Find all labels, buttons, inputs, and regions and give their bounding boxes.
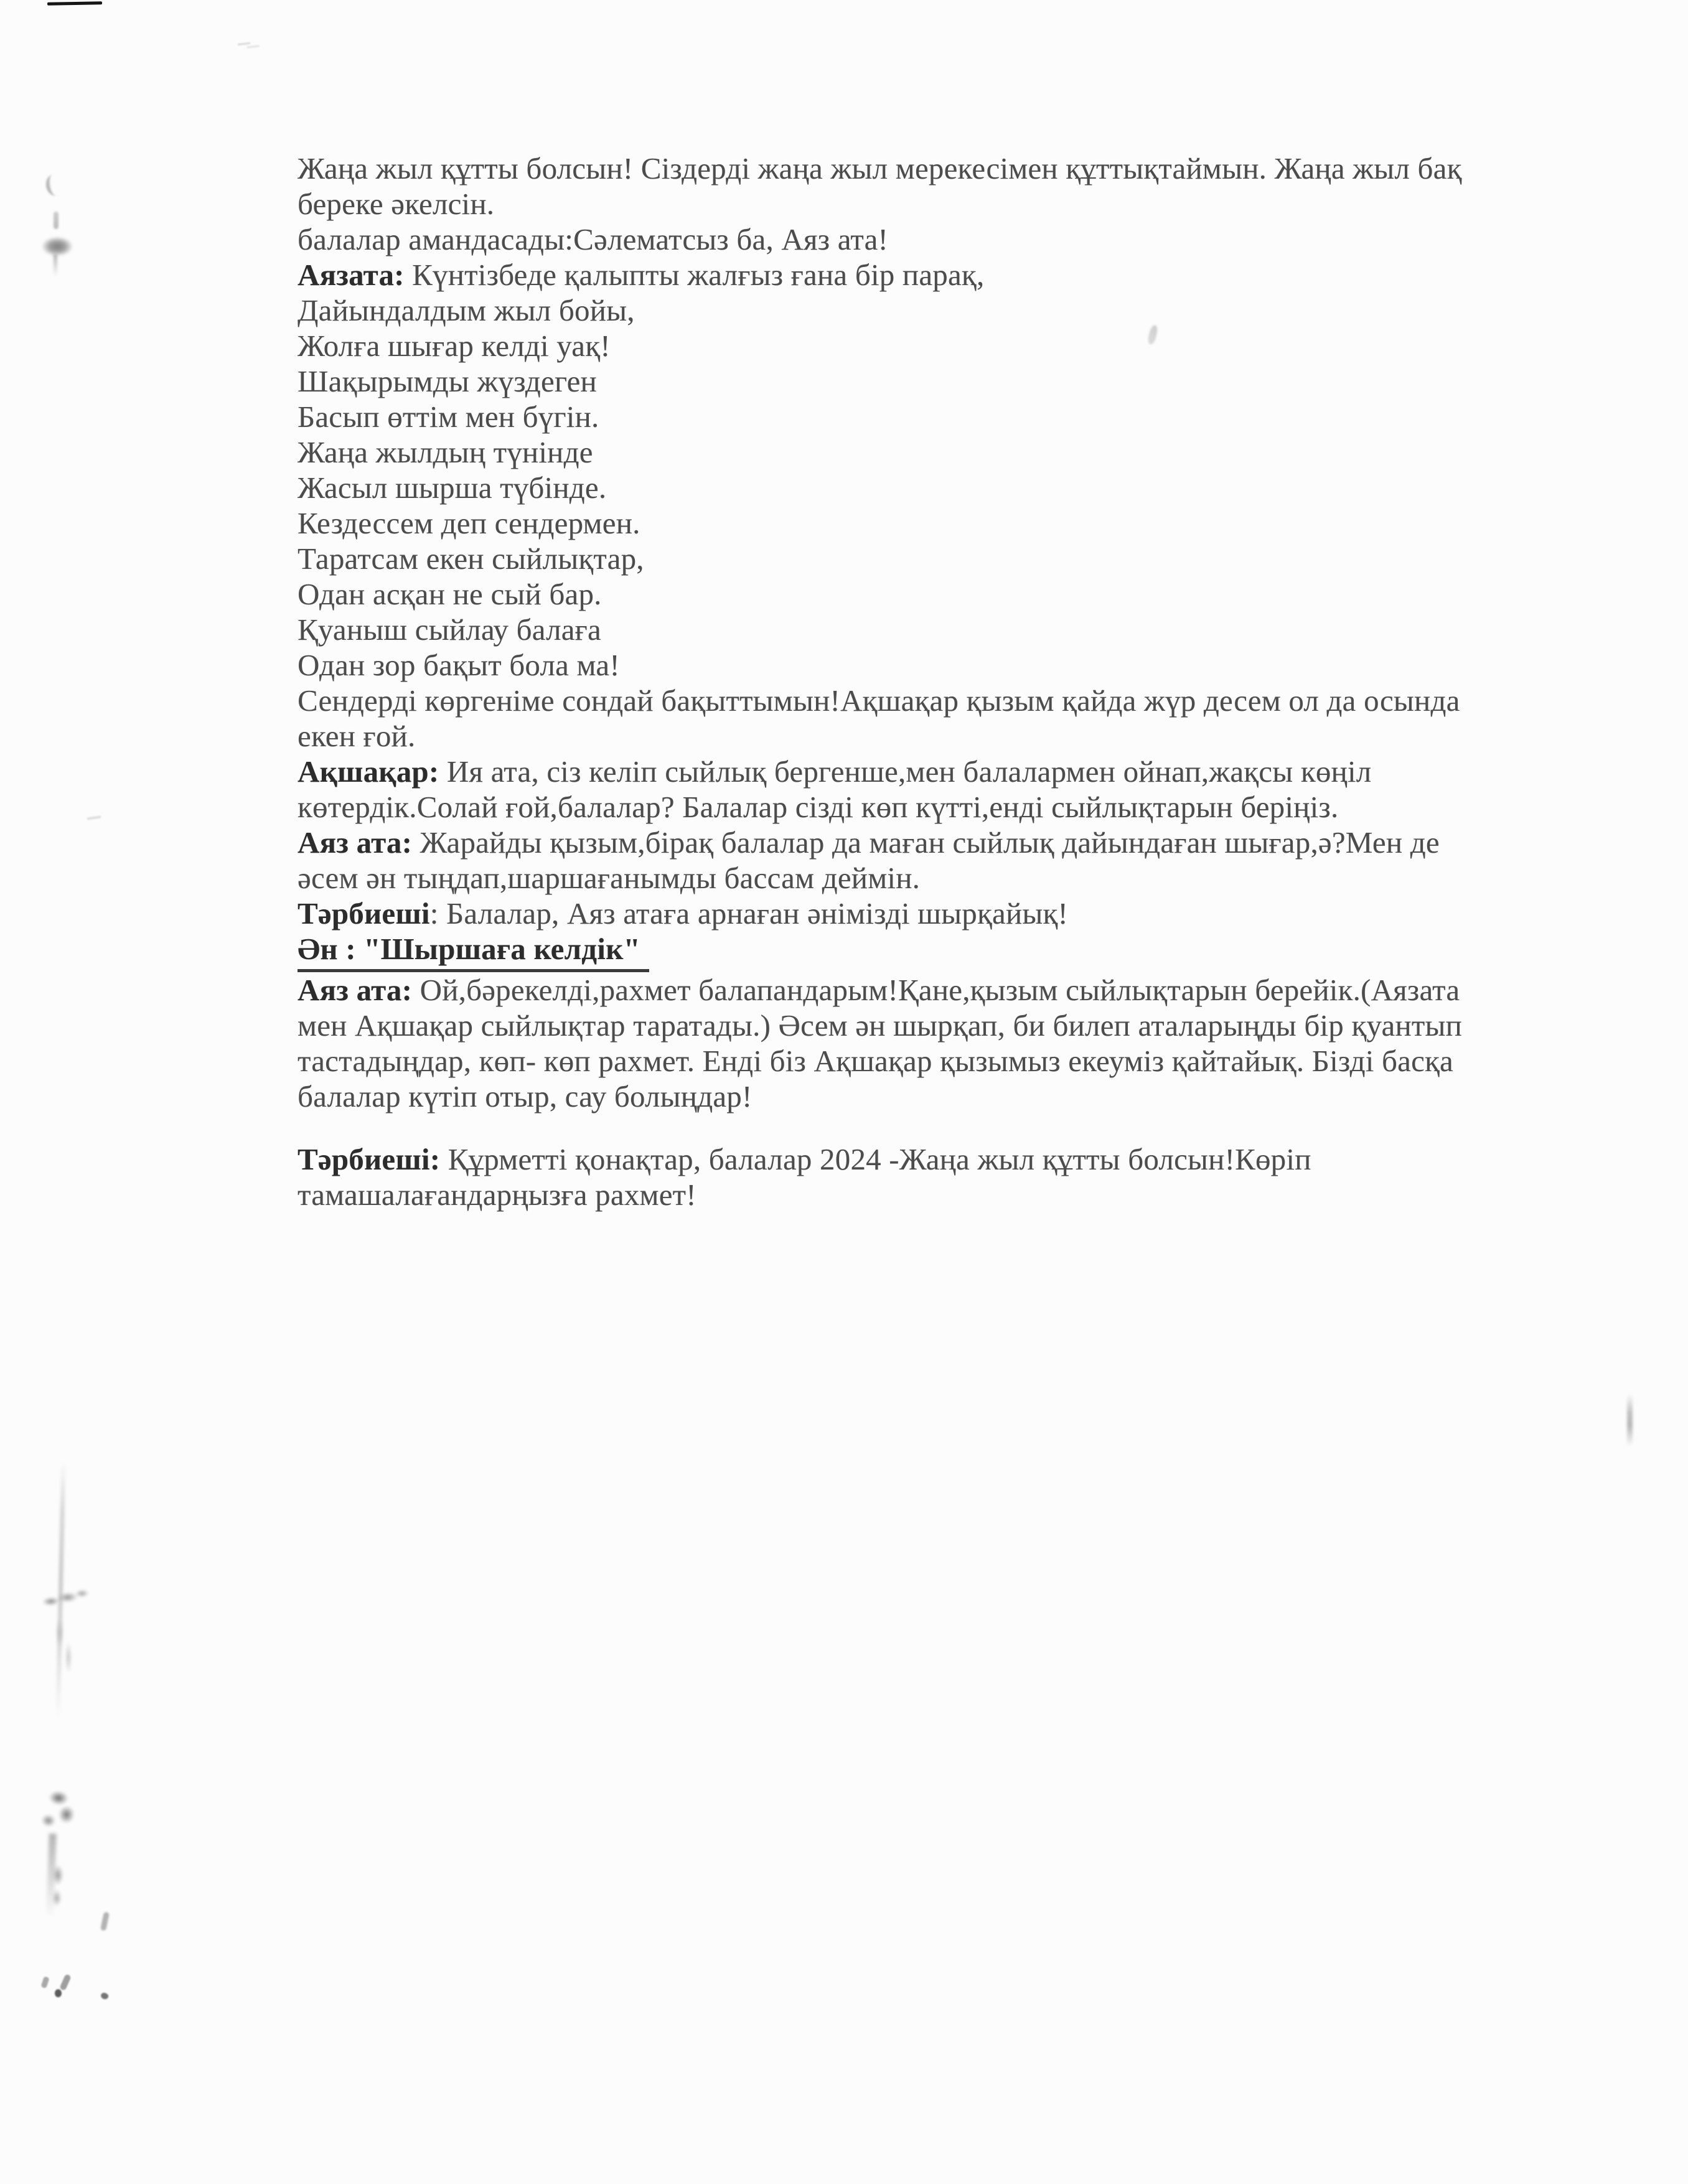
scan-speck-artifact: [40, 1976, 49, 1989]
text-line: [298, 293, 1511, 328]
text-run: тастадыңдар, көп- көп рахмет. Енді біз Ақшақар қызымыз екеуміз қайтайық. Бізді басқа: [298, 1044, 1453, 1078]
scan-streak-artifact: [45, 1834, 57, 1933]
scan-speck-artifact: [59, 1974, 72, 1991]
text-line: [298, 683, 1511, 718]
text-run: Ой,бәрекелді,рахмет балапандарым!Қане,қызым сыйлықтарын берейік.(Аязата: [412, 973, 1460, 1007]
text-line: [298, 1079, 1511, 1114]
text-run: Кездессем деп сендермен.: [298, 506, 640, 540]
text-run: Жаңа жылдың түнінде: [298, 435, 593, 469]
scan-speck-artifact: [100, 1911, 110, 1931]
text-line: [298, 434, 1511, 470]
text-line: [298, 541, 1511, 576]
text-line: [298, 1043, 1511, 1079]
text-line: [298, 860, 1511, 896]
text-run: екен ғой.: [298, 719, 416, 753]
speaker-label: Аяз ата:: [298, 825, 413, 860]
text-line: [298, 612, 1511, 647]
text-run: Жолға шығар келді уақ!: [298, 329, 611, 363]
text-line: [298, 825, 1511, 860]
scan-smudge-artifact: [44, 172, 67, 197]
text-line: [298, 931, 1511, 972]
text-run: тамашалағандарңызға рахмет!: [298, 1178, 696, 1212]
text-line: [298, 576, 1511, 612]
text-run: Одан асқан не сый бар.: [298, 577, 602, 611]
scan-streak-artifact: [1627, 1394, 1633, 1446]
scan-smudge-artifact: [54, 254, 57, 276]
text-run: Ия ата, сіз келіп сыйлық бергенше,мен балалармен ойнап,жақсы көңіл: [439, 754, 1372, 789]
text-line: [298, 718, 1511, 754]
text-line: [298, 1008, 1511, 1043]
text-line: [298, 647, 1511, 683]
scan-smudge-artifact: [54, 212, 59, 229]
text-run: Қуаныш сыйлау балаға: [298, 612, 601, 647]
text-line: [298, 399, 1511, 434]
scan-edge-line-artifact: [47, 1, 102, 6]
text-line: [298, 257, 1511, 293]
scan-smudge-artifact: [40, 1583, 90, 1615]
scan-smudge-artifact: [47, 1860, 68, 1911]
text-line: [298, 328, 1511, 363]
text-run: : Балалар, Аяз атаға арнаған әнімізді шырқайық!: [429, 896, 1069, 930]
text-line: [298, 151, 1511, 186]
text-run: Сендерді көргеніме сондай бақыттымын!Ақшақар қызым қайда жүр десем ол да осында: [298, 683, 1460, 718]
scan-streak-artifact: [56, 1461, 66, 1718]
text-run: Дайындалдым жыл бойы,: [298, 293, 635, 327]
text-line: [298, 363, 1511, 399]
text-run: береке әкелсін.: [298, 187, 495, 221]
text-run: Құрметті қонақтар, балалар 2024 -Жаңа жыл құтты болсын!Көріп: [440, 1142, 1311, 1176]
text-line: [298, 505, 1511, 541]
text-run: Күнтізбеде қалыпты жалғыз ғана бір парақ,: [404, 258, 985, 292]
speaker-label: Аяз ата:: [298, 973, 413, 1007]
text-line: [298, 186, 1511, 222]
text-line: [298, 1141, 1511, 1177]
speaker-label: Ақшақар:: [298, 754, 439, 789]
text-line: [298, 896, 1511, 931]
text-run: Шақырымды жүздеген: [298, 364, 597, 398]
song-title: Ән : "Шыршаға келдік": [298, 931, 649, 972]
text-run: Жаңа жыл құтты болсын! Сіздерді жаңа жыл мерекесімен құттықтаймын. Жаңа жыл бақ: [298, 151, 1462, 185]
text-run: мен Ақшақар сыйлықтар таратады.) Әсем ән шырқап, би билеп аталарыңды бір қуантып: [298, 1008, 1463, 1043]
scan-speck-artifact: [100, 1992, 109, 2001]
text-run: Одан зор бақыт бола ма!: [298, 648, 620, 682]
text-line: [298, 470, 1511, 505]
speaker-label: Тәрбиеші: [298, 896, 430, 930]
text-run: Жасыл шырша түбінде.: [298, 471, 607, 505]
text-line: [298, 1177, 1511, 1212]
text-run: Басып өттім мен бүгін.: [298, 400, 599, 434]
text-line: [298, 972, 1511, 1008]
text-run: балалар күтіп отыр, сау болыңдар!: [298, 1079, 753, 1113]
text-run: көтердік.Солай ғой,балалар? Балалар сізді көп күтті,енді сыйлықтарын беріңіз.: [298, 790, 1339, 824]
scan-smudge-artifact: [42, 237, 72, 256]
text-line: [298, 222, 1511, 257]
document-text: [298, 151, 1511, 1212]
scan-speck-artifact: [87, 815, 101, 820]
text-run: балалар амандасады:Сәлематсыз ба, Аяз ата!: [298, 222, 889, 256]
text-run: Таратсам екен сыйлықтар,: [298, 541, 644, 576]
scan-speck-artifact: [55, 1989, 62, 1997]
speaker-label: Тәрбиеші:: [298, 1142, 441, 1176]
text-run: әсем ән тыңдап,шаршағанымды бассам деймін.: [298, 861, 921, 895]
text-run: Жарайды қызым,бірақ балалар да маған сыйлық дайындаған шығар,ә?Мен де: [412, 825, 1440, 860]
text-line: [298, 754, 1511, 789]
text-line: [298, 789, 1511, 825]
scan-smudge-artifact: [52, 1612, 77, 1682]
scan-tick-artifact: [238, 42, 250, 45]
scan-smudge-artifact: [37, 1783, 81, 1839]
speaker-label: Аязата:: [298, 258, 405, 292]
